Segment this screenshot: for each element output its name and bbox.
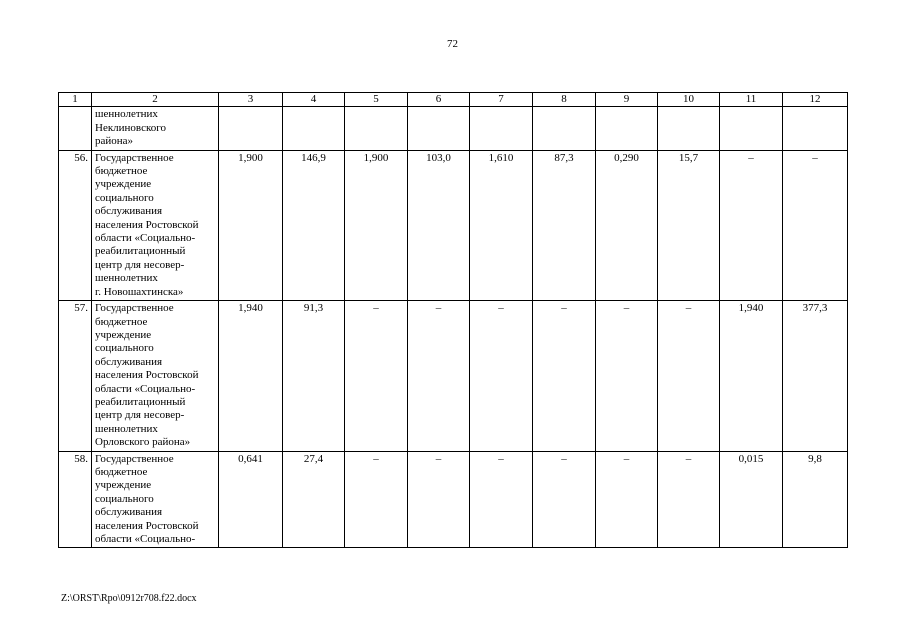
value-cell [408,107,470,150]
value-cell [783,107,848,150]
institution-name-line: обслуживания [95,506,163,519]
institution-name-line: г. Новошахтинска» [95,285,184,298]
value-cell: – [658,301,720,451]
table-row [59,107,848,150]
column-header: 5 [345,93,408,107]
value-cell: – [783,150,848,300]
institution-name-line: бюджетное [95,315,148,328]
value-cell: – [470,451,533,548]
institution-name-line: реабилитационный [95,395,186,408]
institution-name-line: Орловского района» [95,436,191,449]
value-cell: 27,4 [283,451,345,548]
institution-name-line: социального [95,492,154,505]
institution-name-line: Государственное [95,151,174,164]
institution-name-line: обслуживания [95,205,163,218]
column-header: 4 [283,93,345,107]
value-cell: – [720,150,783,300]
value-cell: – [345,301,408,451]
value-cell: 103,0 [408,150,470,300]
value-cell: 1,900 [219,150,283,300]
column-header: 9 [596,93,658,107]
column-header: 6 [408,93,470,107]
page-number: 72 [447,38,458,50]
header-row [59,93,848,107]
institution-name-line: области «Социально- [95,232,196,245]
column-header: 1 [59,93,92,107]
table-body [59,107,848,548]
value-cell: – [345,451,408,548]
column-header: 2 [92,93,219,107]
value-cell [596,107,658,150]
value-cell: 1,900 [345,150,408,300]
table-row [59,150,848,300]
column-header: 10 [658,93,720,107]
value-cell: 1,940 [720,301,783,451]
value-cell: 377,3 [783,301,848,451]
value-cell: 91,3 [283,301,345,451]
value-cell: – [533,301,596,451]
column-header: 11 [720,93,783,107]
value-cell: – [408,301,470,451]
value-cell [470,107,533,150]
institution-name-line: обслуживания [95,355,163,368]
value-cell: 146,9 [283,150,345,300]
institution-name-line: шеннолетних [95,272,158,285]
institution-name-line: Неклиновского [95,121,166,134]
institution-name-line: социального [95,342,154,355]
institution-name-line: шеннолетних [95,422,158,435]
value-cell: – [408,451,470,548]
institution-name-line: населения Ростовской [95,519,199,532]
institution-name-line: бюджетное [95,165,148,178]
value-cell: 0,641 [219,451,283,548]
institution-name-line: центр для несовер- [95,409,185,422]
value-cell [283,107,345,150]
value-cell: 0,290 [596,150,658,300]
institution-name [92,451,219,548]
value-cell: 0,015 [720,451,783,548]
value-cell: – [596,301,658,451]
value-cell: – [658,451,720,548]
column-header: 3 [219,93,283,107]
institution-name-line: населения Ростовской [95,369,199,382]
institution-name-line: области «Социально- [95,533,196,545]
value-cell: – [533,451,596,548]
institution-name-line: Государственное [95,452,174,465]
value-cell: 87,3 [533,150,596,300]
column-header: 8 [533,93,596,107]
file-path-footer: Z:\ORST\Rpo\0912r708.f22.docx [61,593,197,604]
value-cell: – [596,451,658,548]
value-cell [533,107,596,150]
institution-name-line: учреждение [95,479,152,492]
row-number: 58. [59,451,92,548]
value-cell: 15,7 [658,150,720,300]
value-cell [219,107,283,150]
value-cell [658,107,720,150]
value-cell: 1,940 [219,301,283,451]
institution-name-line: учреждение [95,178,152,191]
institution-name-line: учреждение [95,328,152,341]
institution-name-line: района» [95,135,134,148]
institution-name [92,301,219,451]
table-row [59,301,848,451]
institution-name-line: бюджетное [95,465,148,478]
institution-name-line: центр для несовер- [95,258,185,271]
row-number [59,107,92,150]
institution-name-line: населения Ростовской [95,218,199,231]
institution-name-line: шеннолетних [95,108,158,121]
value-cell: 1,610 [470,150,533,300]
column-header: 12 [783,93,848,107]
institution-name [92,107,219,150]
value-cell [345,107,408,150]
value-cell: – [470,301,533,451]
data-table [58,92,848,548]
table-row [59,451,848,548]
institution-name-line: Государственное [95,302,174,315]
institution-name-line: области «Социально- [95,382,196,395]
row-number: 57. [59,301,92,451]
value-cell: 9,8 [783,451,848,548]
column-header: 7 [470,93,533,107]
institution-name-line: социального [95,191,154,204]
institution-name [92,150,219,300]
value-cell [720,107,783,150]
institution-name-line: реабилитационный [95,245,186,258]
row-number: 56. [59,150,92,300]
